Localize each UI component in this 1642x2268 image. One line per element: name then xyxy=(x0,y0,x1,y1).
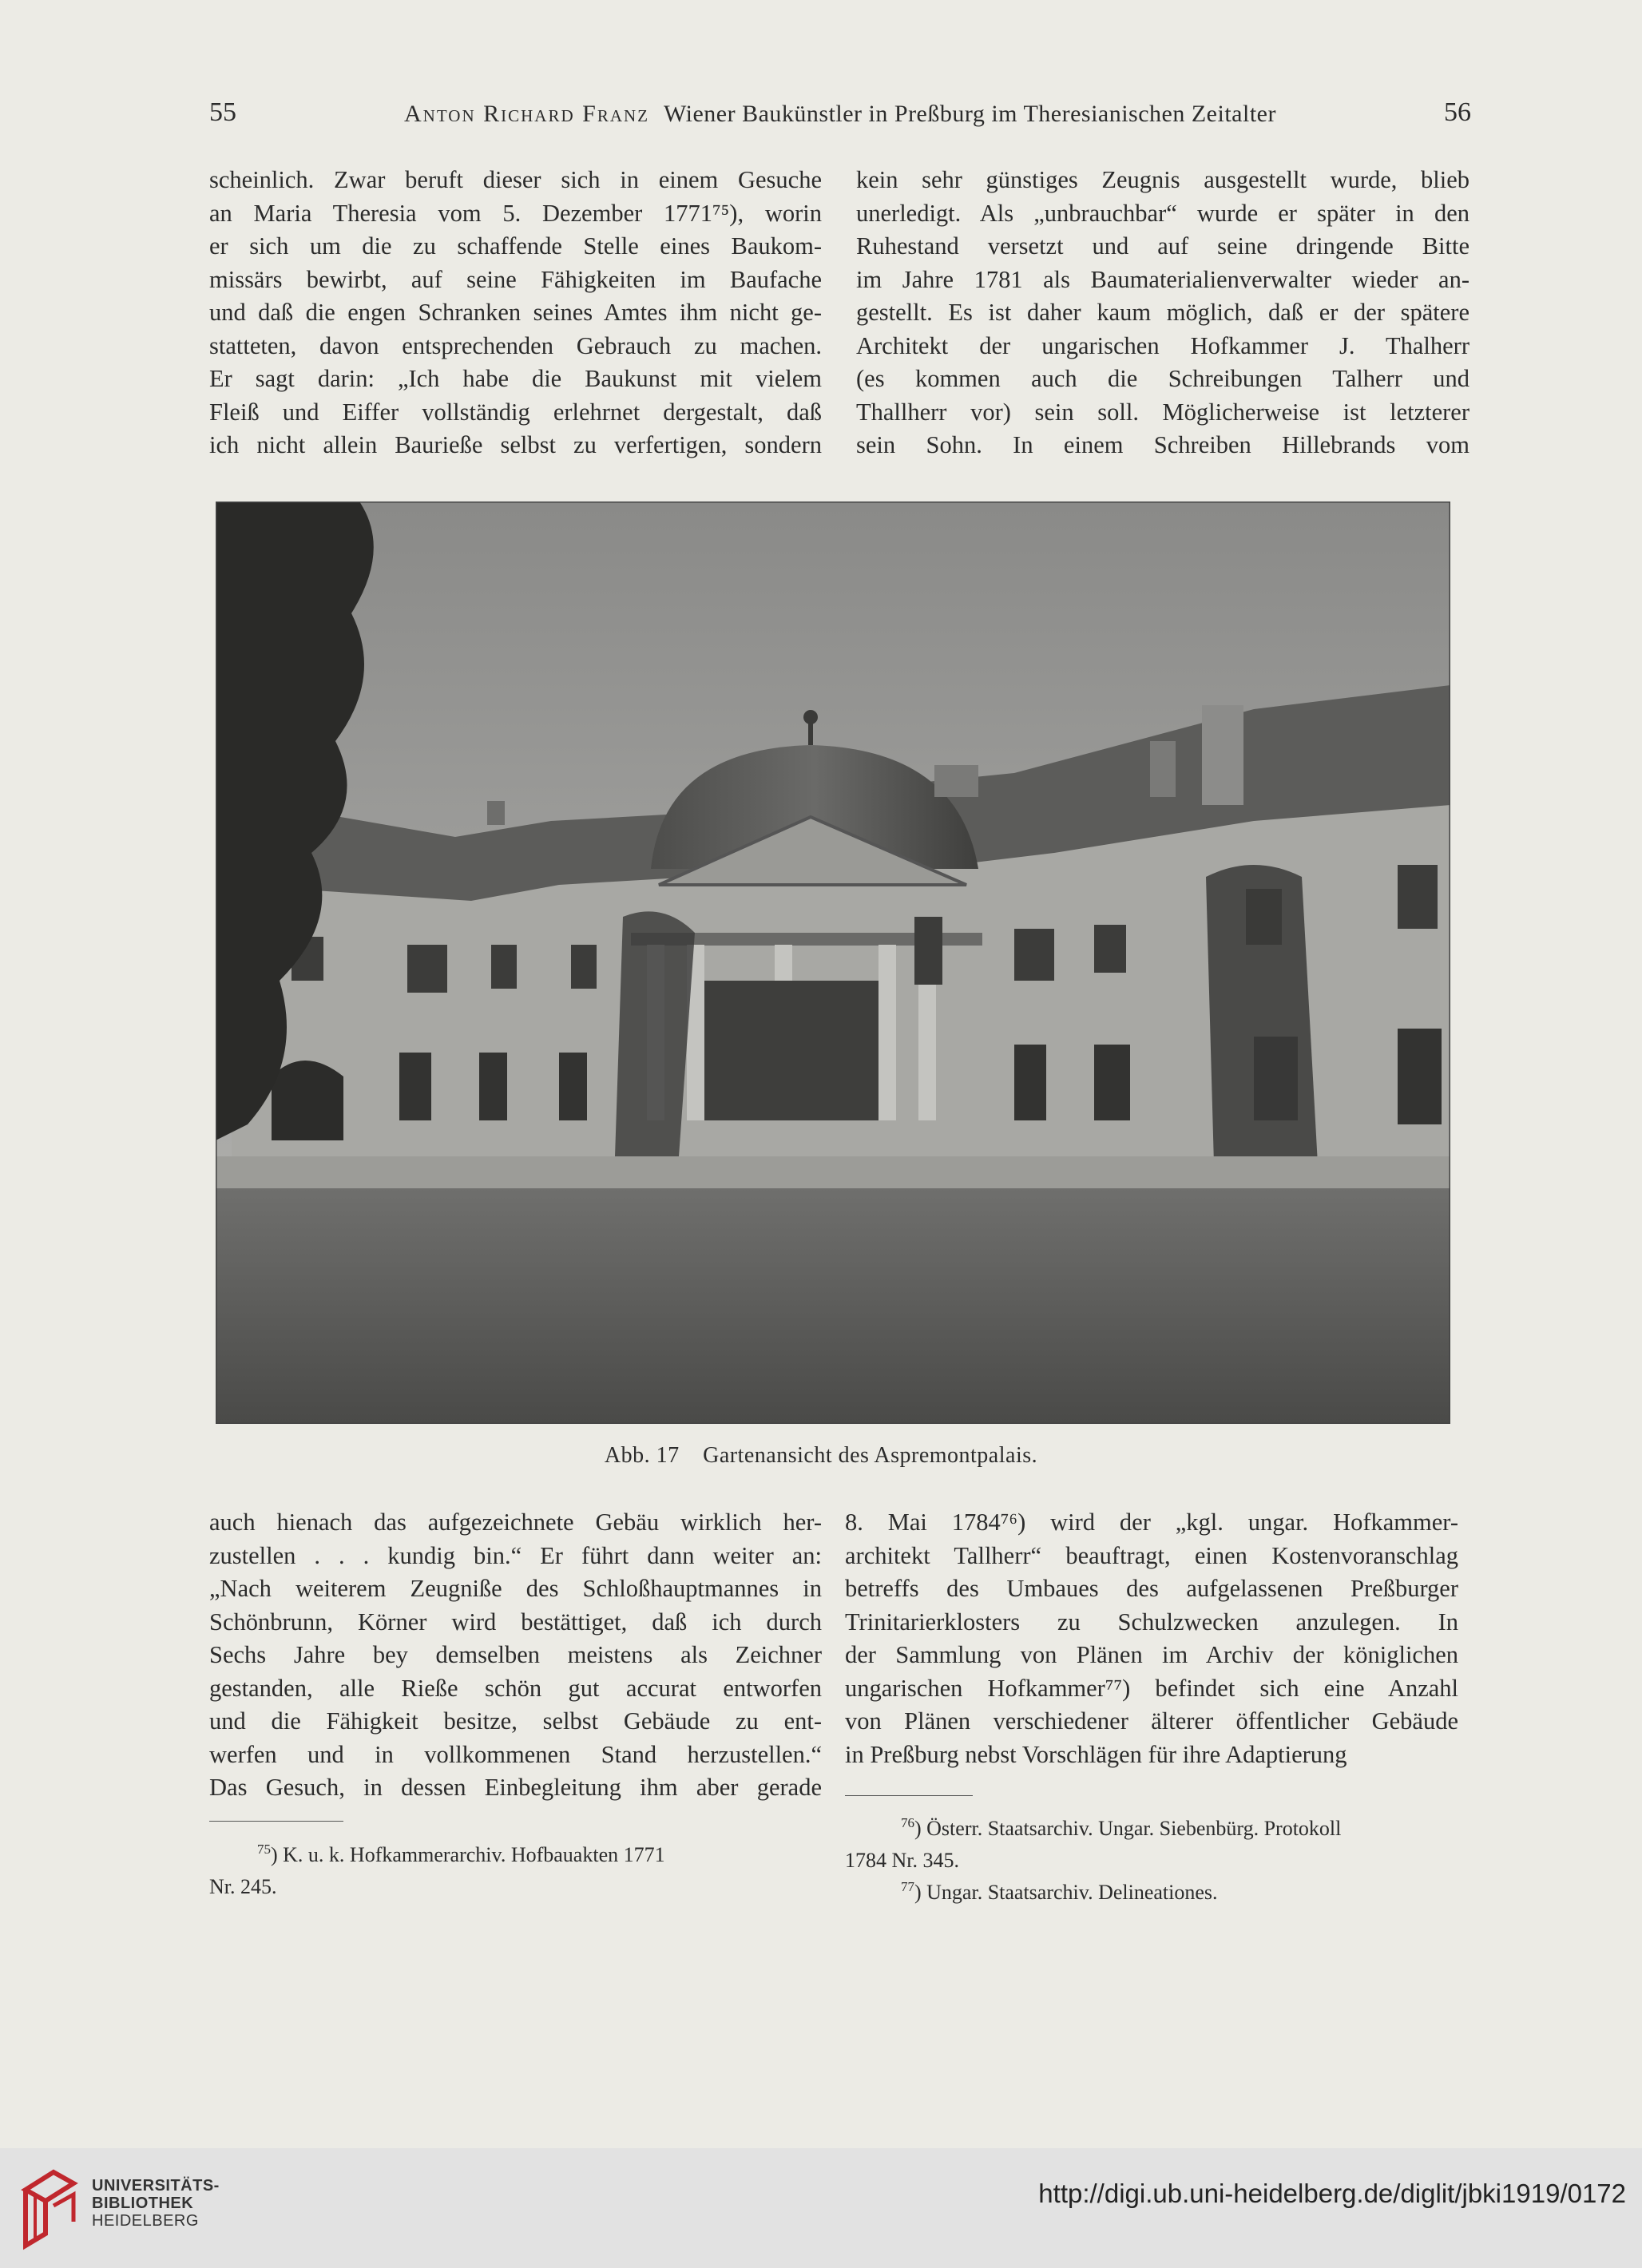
text-line: scheinlich. Zwar beruft dieser sich in einem Gesuche xyxy=(209,166,822,193)
footnote-number: 76 xyxy=(901,1815,914,1830)
text-line: werfen und in vollkommenen Stand herzustellen.“ xyxy=(209,1740,822,1768)
library-logo-icon xyxy=(18,2166,81,2254)
footnote-77 xyxy=(845,1877,1458,1909)
text-line: gestellt. Es ist daher kaum möglich, daß er der spätere xyxy=(856,299,1469,326)
text-line: missärs bewirbt, auf seine Fähigkeiten im Baufache xyxy=(209,265,822,293)
library-name xyxy=(92,2177,220,2230)
footnote-rule-right xyxy=(845,1795,973,1796)
library-name-line: HEIDELBERG xyxy=(92,2212,199,2230)
text-line: Architekt der ungarischen Hofkammer J. Thalherr xyxy=(856,331,1469,359)
figure-caption xyxy=(0,1443,1642,1469)
footnote-continuation: Nr. 245. xyxy=(209,1875,277,1898)
running-head xyxy=(209,97,1471,137)
footnotes-right xyxy=(845,1813,1458,1909)
source-url-link[interactable]: http://digi.ub.uni-heidelberg.de/diglit/jbki1919/0172 xyxy=(1038,2179,1626,2208)
text-line: an Maria Theresia vom 5. Dezember 1771⁷⁵), worin xyxy=(209,199,822,227)
text-column-bottom-right xyxy=(845,1506,1458,1771)
running-title-text: Wiener Baukünstler in Preßburg im Theresianischen Zeitalter xyxy=(664,101,1276,127)
text-line: Das Gesuch, in dessen Einbegleitung ihm aber gerade xyxy=(209,1774,822,1801)
page-number-right: 56 xyxy=(1444,97,1471,127)
figure-caption-text: Gartenansicht des Aspremontpalais. xyxy=(703,1443,1038,1468)
text-line: 8. Mai 1784⁷⁶) wird der „kgl. ungar. Hofkammer- xyxy=(845,1509,1458,1536)
text-line: ich nicht allein Baurieße selbst zu verfertigen, sondern xyxy=(209,431,822,458)
footnotes-left xyxy=(209,1839,822,1903)
text-column-top-left xyxy=(209,164,822,462)
text-line: betreffs des Umbaues des aufgelassenen Preßburger xyxy=(845,1575,1458,1602)
text-line: er sich um die zu schaffende Stelle eines Baukom- xyxy=(209,232,822,260)
footnote-text: ) K. u. k. Hofkammerarchiv. Hofbauakten 1771 xyxy=(271,1843,665,1866)
text-line: sein Sohn. In einem Schreiben Hillebrands vom xyxy=(856,431,1469,458)
footnote-75 xyxy=(209,1839,822,1871)
footnote-text: ) Österr. Staatsarchiv. Ungar. Siebenbürg. Protokoll xyxy=(914,1817,1342,1840)
text-line: Sechs Jahre bey demselben meistens als Zeichner xyxy=(209,1641,822,1668)
text-line: Trinitarierklosters zu Schulzwecken anzulegen. In xyxy=(845,1608,1458,1636)
text-line: statteten, davon entsprechenden Gebrauch zu machen. xyxy=(209,331,822,359)
footnote-number: 75 xyxy=(257,1842,271,1857)
library-name-line: BIBLIOTHEK xyxy=(92,2195,194,2212)
text-line: (es kommen auch die Schreibungen Talherr und xyxy=(856,365,1469,392)
text-line: Er sagt darin: „Ich habe die Baukunst mit vielem xyxy=(209,365,822,392)
text-line: der Sammlung von Plänen im Archiv der königlichen xyxy=(845,1641,1458,1668)
text-line: architekt Tallherr“ beauftragt, einen Kostenvoranschlag xyxy=(845,1541,1458,1569)
text-line: Fleiß und Eiffer vollständig erlehrnet dergestalt, daß xyxy=(209,398,822,426)
footnote-number: 77 xyxy=(901,1879,914,1894)
figure-photograph xyxy=(216,502,1450,1424)
footnote-text: ) Ungar. Staatsarchiv. Delineationes. xyxy=(914,1881,1218,1904)
text-line: unerledigt. Als „unbrauchbar“ wurde er später in den xyxy=(856,199,1469,227)
text-column-bottom-left xyxy=(209,1506,822,1805)
text-line: zustellen . . . kundig bin.“ Er führt dann weiter an: xyxy=(209,1541,822,1569)
footnote-76 xyxy=(845,1813,1458,1845)
page-number-left: 55 xyxy=(209,97,236,127)
text-line: „Nach weiterem Zeugniße des Schloßhauptmannes in xyxy=(209,1575,822,1602)
running-title xyxy=(369,101,1311,128)
text-line: Thallherr vor) sein soll. Möglicherweise ist letzterer xyxy=(856,398,1469,426)
text-column-top-right xyxy=(856,164,1469,462)
text-line: in Preßburg nebst Vorschlägen für ihre Adaptierung xyxy=(845,1740,1347,1768)
palace-photo xyxy=(216,502,1450,1424)
figure-label: Abb. 17 xyxy=(604,1443,680,1468)
footnote-continuation: 1784 Nr. 345. xyxy=(845,1849,959,1872)
text-line: von Plänen verschiedener älterer öffentlicher Gebäude xyxy=(845,1707,1458,1735)
footnote-rule-left xyxy=(209,1821,343,1822)
text-line: kein sehr günstiges Zeugnis ausgestellt wurde, blieb xyxy=(856,166,1469,193)
footer-bar xyxy=(0,2148,1642,2268)
text-line: auch hienach das aufgezeichnete Gebäu wirklich her- xyxy=(209,1509,822,1536)
text-line: Ruhestand versetzt und auf seine dringende Bitte xyxy=(856,232,1469,260)
text-line: und die Fähigkeit besitze, selbst Gebäude zu ent- xyxy=(209,1707,822,1735)
text-line: Schönbrunn, Körner wird bestättiget, daß ich durch xyxy=(209,1608,822,1636)
text-line: und daß die engen Schranken seines Amtes ihm nicht ge- xyxy=(209,299,822,326)
text-line: gestanden, alle Rieße schön gut accurat entworfen xyxy=(209,1674,822,1702)
library-name-line: UNIVERSITÄTS- xyxy=(92,2177,220,2195)
text-line: im Jahre 1781 als Baumaterialienverwalter wieder an- xyxy=(856,265,1469,293)
running-author: Anton Richard Franz xyxy=(404,101,649,127)
text-line: ungarischen Hofkammer⁷⁷) befindet sich eine Anzahl xyxy=(845,1674,1458,1702)
